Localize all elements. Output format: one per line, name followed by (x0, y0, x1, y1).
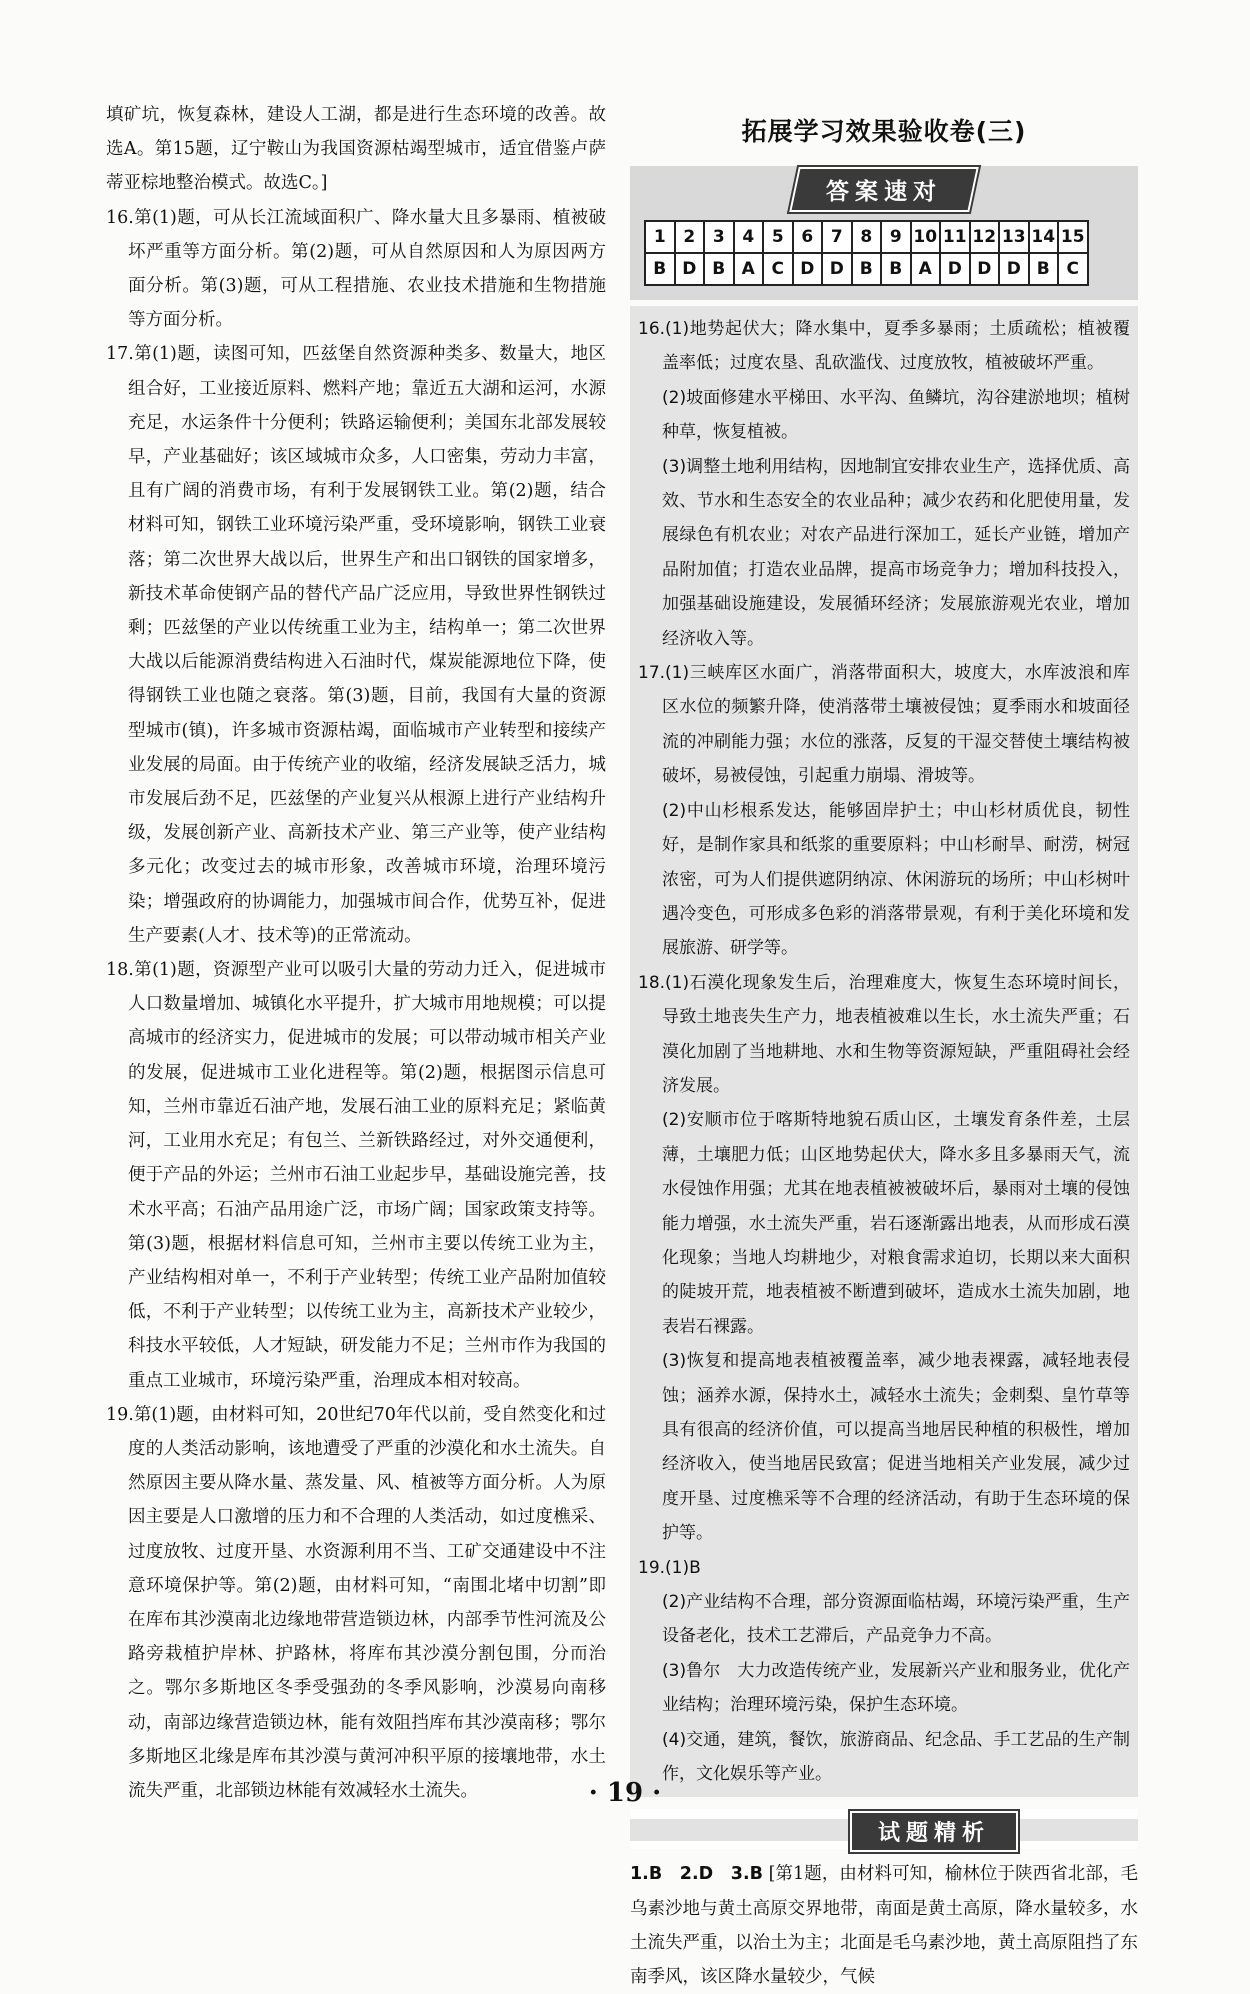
paragraph-q17: 17.第(1)题，读图可知，匹兹堡自然资源种类多、数量大，地区组合好，工业接近原料、燃料产地；靠近五大湖和运河，水源充足，水运条件十分便利；铁路运输便利；美国东北部发展较早，产业基础好；该区域城市众多，人口密集，劳动力丰富，且有广阔的消费市场，有利于发展钢铁工业。第(2)题，结合材料可知，钢铁工业环境污染严重，受环境影响，钢铁工业衰落；第二次世界大战以后，世界生产和出口钢铁的国家增多，新技术革命使钢产品的替代产品广泛应用，导致世界性钢铁过剩；匹兹堡的产业以传统重工业为主，结构单一；第二次世界大战以后能源消费结构进入石油时代，煤炭能源地位下降，使得钢铁工业也随之衰落。第(3)题，目前，我国有大量的资源型城市(镇)，许多城市资源枯竭，面临城市产业转型和接续产业发展的局面。由于传统产业的收缩，经济发展缺乏活力，城市发展后劲不足，匹兹堡的产业复兴从根源上进行产业结构升级，发展创新产业、高新技术产业、第三产业等，使产业结构多元化；改变过去的城市形象，改善城市环境，治理环境污染；增强政府的协调能力，加强城市间合作，优势互补，促进生产要素(人才、技术等)的正常流动。 (106, 344, 606, 946)
grid-answer: C (763, 253, 793, 285)
answer-grid (644, 220, 1089, 286)
exam-title: 拓展学习效果验收卷(三) (741, 117, 1027, 146)
grid-answer: D (940, 253, 970, 285)
paragraph-q18: 18.第(1)题，资源型产业可以吸引大量的劳动力迁入，促进城市人口数量增加、城镇化水平提升，扩大城市用地规模；可以提高城市的经济实力，促进城市的发展；可以带动城市相关产业的发展，促进城市工业化进程等。第(2)题，根据图示信息可知，兰州市靠近石油产地，发展石油工业的原料充足；紧临黄河，工业用水充足；有包兰、兰新铁路经过，对外交通便利，便于产品的外运；兰州市石油工业起步早，基础设施完善，技术水平高；石油产品用途广泛，市场广阔；国家政策支持等。第(3)题，根据材料信息可知，兰州市主要以传统工业为主，产业结构相对单一，不利于产业转型；传统工业产品附加值较低，不利于产业转型；以传统工业为主，高新技术产业较少，科技水平较低，人才短缺，研发能力不足；兰州市作为我国的重点工业城市，环境污染严重，治理成本相对较高。 (106, 960, 606, 1391)
grid-answer: A (911, 253, 941, 285)
grid-answer: B (1029, 253, 1059, 285)
grid-answer: B (704, 253, 734, 285)
analysis-body: [第1题，由材料可知，榆林位于陕西省北部，毛乌素沙地与黄土高原交界地带，南面是黄土高原，降水量较多，水土流失严重，以治土为主；北面是毛乌素沙地，黄土高原阻挡了东南季风，该区降水量较少，气候 (630, 1864, 1138, 1988)
grid-number: 2 (675, 221, 705, 253)
answer-item: 19.(1)B (638, 1557, 701, 1578)
answer-grid-answers (645, 253, 1088, 285)
paragraph-q19: 19.第(1)题，由材料可知，20世纪70年代以前，受自然变化和过度的人类活动影响，该地遭受了严重的沙漠化和水土流失。自然原因主要从降水量、蒸发量、风、植被等方面分析。人为原因主要是人口激增的压力和不合理的人类活动，如过度樵采、过度放牧、过度开垦、水资源利用不当、工矿交通建设中不注意环境保护等。第(2)题，由材料可知，“南围北堵中切割”即在库布其沙漠南北边缘地带营造锁边林，内部季节性河流及公路旁栽植护岸林、护路林，将库布其沙漠分割包围，分而治之。鄂尔多斯地区冬季受强劲的冬季风影响，沙漠易向南移动，南部边缘营造锁边林，能有效阻挡库布其沙漠南移；鄂尔多斯地区北缘是库布其沙漠与黄河冲积平原的接壤地带，水土流失严重，北部锁边林能有效减轻水土流失。 (106, 1404, 606, 1801)
analysis-banner-label: 试题精析 (850, 1811, 1018, 1852)
grid-number: 4 (734, 221, 764, 253)
grid-answer: D (675, 253, 705, 285)
page-number: · 19 · (588, 1778, 662, 1808)
grid-number: 12 (970, 221, 1000, 253)
analysis-banner (630, 1809, 1138, 1849)
grid-number: 6 (793, 221, 823, 253)
grid-number: 1 (645, 221, 675, 253)
grid-number: 8 (852, 221, 882, 253)
answer-item: 18.(1)石漠化现象发生后，治理难度大，恢复生态环境时间长，导致土地丧失生产力，地表植被难以生长，水土流失严重；石漠化加剧了当地耕地、水和生物等资源短缺，严重阻碍社会经济发展。 (638, 972, 1130, 1096)
grid-answer: D (822, 253, 852, 285)
paragraph-continued: 填矿坑，恢复森林，建设人工湖，都是进行生态环境的改善。故选A。第15题，辽宁鞍山为我国资源枯竭型城市，适宜借鉴卢萨蒂亚棕地整治模式。故选C。] (106, 105, 606, 194)
grid-answer: D (970, 253, 1000, 285)
grid-answer: C (1058, 253, 1088, 285)
answer-grid-wrap (630, 212, 1138, 300)
grid-answer: A (734, 253, 764, 285)
answer-item: (3)恢复和提高地表植被覆盖率，减少地表裸露，减轻地表侵蚀；涵养水源，保持水土，减轻水土流失；金刺梨、皇竹草等具有很高的经济价值，可以提高当地居民种植的积极性，增加经济收入，使当地居民致富；促进当地相关产业发展，减少过度开垦、过度樵采等不合理的经济活动，有助于生态环境的保护等。 (662, 1351, 1130, 1544)
answer-item: (2)安顺市位于喀斯特地貌石质山区，土壤发育条件差，土层薄，土壤肥力低；山区地势起伏大，降水多且多暴雨天气，流水侵蚀作用强；尤其在地表植被被破坏后，暴雨对土壤的侵蚀能力增强，水土流失严重，岩石逐渐露出地表，从而形成石漠化现象；当地人均耕地少，对粮食需求迫切，长期以来大面积的陡坡开荒，地表植被不断遭到破坏，造成水土流失加剧，地表岩石裸露。 (662, 1110, 1130, 1337)
grid-number: 9 (881, 221, 911, 253)
answer-item: (4)交通，建筑，餐饮，旅游商品、纪念品、手工艺品的生产制作，文化娱乐等产业。 (662, 1729, 1130, 1785)
grid-number: 3 (704, 221, 734, 253)
answer-item: (3)调整土地利用结构，因地制宜安排农业生产，选择优质、高效、节水和生态安全的农业品种；减少农药和化肥使用量，发展绿色有机农业；对农产品进行深加工，延长产业链，增加产品附加值；打造农业品牌，提高市场竞争力；增加科技投入，加强基础设施建设，发展循环经济；发展旅游观光农业，增加经济收入等。 (662, 456, 1130, 649)
answer-item: 17.(1)三峡库区水面广，消落带面积大，坡度大，水库波浪和库区水位的频繁升降，使消落带土壤被侵蚀；夏季雨水和坡面径流的冲刷能力强；水位的涨落，反复的干湿交替使土壤结构被破坏，易被侵蚀，引起重力崩塌、滑坡等。 (638, 663, 1130, 787)
grid-number: 13 (999, 221, 1029, 253)
grid-number: 11 (940, 221, 970, 253)
grid-answer: D (999, 253, 1029, 285)
grid-number: 10 (911, 221, 941, 253)
grid-answer: B (852, 253, 882, 285)
analysis-text (630, 1857, 1138, 1994)
answer-item: 16.(1)地势起伏大；降水集中，夏季多暴雨；土质疏松；植被覆盖率低；过度农垦、乱砍滥伐、过度放牧，植被破坏严重。 (638, 319, 1130, 374)
grid-number: 7 (822, 221, 852, 253)
grid-answer: B (881, 253, 911, 285)
analysis-keys: 1.B 2.D 3.B (630, 1864, 763, 1885)
answer-grid-numbers (645, 221, 1088, 253)
answer-item: (2)坡面修建水平梯田、水平沟、鱼鳞坑，沟谷建淤地坝；植树种草，恢复植被。 (662, 387, 1130, 443)
answer-item: (2)产业结构不合理，部分资源面临枯竭，环境污染严重，生产设备老化，技术工艺滞后，产品竞争力不高。 (662, 1592, 1130, 1647)
grid-number: 15 (1058, 221, 1088, 253)
right-column (630, 112, 1138, 1994)
answer-banner-label: 答案速对 (789, 167, 979, 212)
answer-item: (2)中山杉根系发达，能够固岸护土；中山杉材质优良，韧性好，是制作家具和纸浆的重要原料；中山杉耐旱、耐涝，树冠浓密，可为人们提供遮阴纳凉、休闲游玩的场所；中山杉树叶遇冷变色，可形成多色彩的消落带景观，有利于美化环境和发展旅游、研学等。 (662, 800, 1130, 959)
answer-banner (630, 166, 1138, 212)
answer-item: (3)鲁尔 大力改造传统产业，发展新兴产业和服务业，优化产业结构；治理环境污染，保护生态环境。 (662, 1660, 1130, 1716)
answer-text-block (630, 306, 1138, 1797)
grid-number: 5 (763, 221, 793, 253)
grid-answer: D (793, 253, 823, 285)
grid-answer: B (645, 253, 675, 285)
paragraph-q16: 16.第(1)题，可从长江流域面积广、降水量大且多暴雨、植被破坏严重等方面分析。第(2)题，可从自然原因和人为原因两方面分析。第(3)题，可从工程措施、农业技术措施和生物措施等方面分析。 (106, 207, 606, 331)
grid-number: 14 (1029, 221, 1059, 253)
left-column (106, 98, 606, 1808)
